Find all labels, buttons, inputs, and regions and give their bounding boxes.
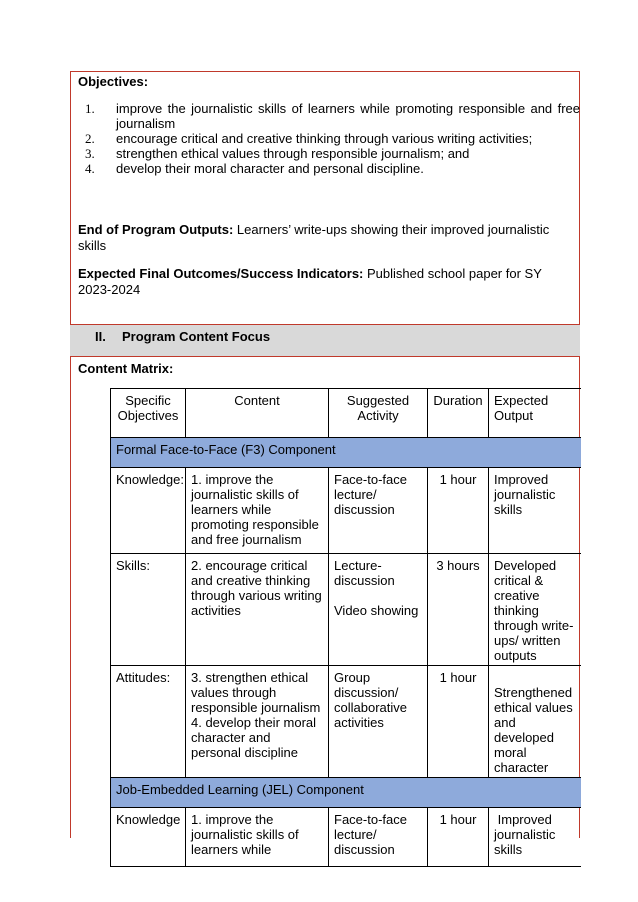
cell-activity: Face-to-face lecture/ discussion bbox=[329, 468, 428, 554]
cell-activity: Group discussion/ collaborative activities bbox=[329, 666, 428, 778]
content-line: 4. develop their moral character and personal discipline bbox=[191, 715, 317, 760]
table-row bbox=[111, 666, 581, 778]
content-matrix-heading: Content Matrix: bbox=[78, 361, 174, 376]
objective-text: encourage critical and creative thinking through various writing activities; bbox=[116, 131, 533, 146]
objectives-heading: Objectives: bbox=[78, 74, 149, 89]
cell-output: Strengthened ethical values and developed moral character bbox=[489, 666, 581, 778]
expected-outcomes bbox=[78, 266, 578, 298]
cell-objective: Attitudes: bbox=[111, 666, 186, 778]
expected-outcomes-label: Expected Final Outcomes/Success Indicators: bbox=[78, 266, 364, 281]
cell-activity: Face-to-face lecture/ discussion bbox=[329, 808, 428, 867]
expected-outcomes-text: Published school paper for SY 2023-2024 bbox=[78, 266, 542, 297]
objective-item bbox=[85, 146, 580, 161]
objective-text: improve the journalistic skills of learners while promoting responsible and free journalism bbox=[116, 101, 580, 131]
cell-objective: Knowledge bbox=[111, 808, 186, 867]
cell-content: 1. improve the journalistic skills of learners while bbox=[186, 808, 329, 867]
component-band-label: Job-Embedded Learning (JEL) Component bbox=[111, 778, 581, 808]
objective-number: 3. bbox=[85, 146, 95, 161]
table-header-row bbox=[111, 389, 581, 438]
cell-duration: 1 hour bbox=[428, 468, 489, 554]
objective-item bbox=[85, 131, 580, 146]
content-matrix-table bbox=[110, 388, 581, 867]
column-header: Expected Output bbox=[489, 389, 581, 438]
section-header bbox=[70, 324, 580, 357]
objective-item bbox=[85, 101, 580, 131]
program-outputs bbox=[78, 222, 578, 254]
cell-output: Developed critical & creative thinking through write-ups/ written outputs bbox=[489, 554, 581, 666]
table-row bbox=[111, 808, 581, 867]
table-row bbox=[111, 554, 581, 666]
column-header: Specific Objectives bbox=[111, 389, 186, 438]
cell-duration: 3 hours bbox=[428, 554, 489, 666]
objective-number: 2. bbox=[85, 131, 95, 146]
section-title: Program Content Focus bbox=[122, 329, 271, 344]
component-band bbox=[111, 438, 581, 468]
cell-output: Improved journalistic skills bbox=[489, 808, 581, 867]
component-band bbox=[111, 778, 581, 808]
cell-duration: 1 hour bbox=[428, 666, 489, 778]
cell-duration: 1 hour bbox=[428, 808, 489, 867]
cell-content: 1. improve the journalistic skills of learners while promoting responsible and free journalism bbox=[186, 468, 329, 554]
objective-number: 1. bbox=[85, 101, 95, 116]
cell-output: Improved journalistic skills bbox=[489, 468, 581, 554]
cell-content: 2. encourage critical and creative thinking through various writing activities bbox=[186, 554, 329, 666]
cell-objective: Knowledge: bbox=[111, 468, 186, 554]
activity-line: Lecture-discussion bbox=[334, 558, 395, 588]
program-outputs-text: Learners’ write-ups showing their improved journalistic skills bbox=[78, 222, 550, 253]
cell-activity bbox=[329, 554, 428, 666]
section-number: II. bbox=[95, 329, 106, 344]
objective-item bbox=[85, 161, 580, 176]
cell-objective: Skills: bbox=[111, 554, 186, 666]
objective-text: strengthen ethical values through responsible journalism; and bbox=[116, 146, 470, 161]
objective-number: 4. bbox=[85, 161, 95, 176]
objectives-list bbox=[85, 101, 580, 176]
program-outputs-label: End of Program Outputs: bbox=[78, 222, 234, 237]
objective-text: develop their moral character and personal discipline. bbox=[116, 161, 424, 176]
activity-line: Video showing bbox=[334, 603, 419, 618]
content-line: 3. strengthen ethical values through responsible journalism bbox=[191, 670, 321, 715]
column-header: Suggested Activity bbox=[329, 389, 428, 438]
cell-content bbox=[186, 666, 329, 778]
component-band-label: Formal Face-to-Face (F3) Component bbox=[111, 438, 581, 468]
table-row bbox=[111, 468, 581, 554]
column-header: Content bbox=[186, 389, 329, 438]
column-header: Duration bbox=[428, 389, 489, 438]
